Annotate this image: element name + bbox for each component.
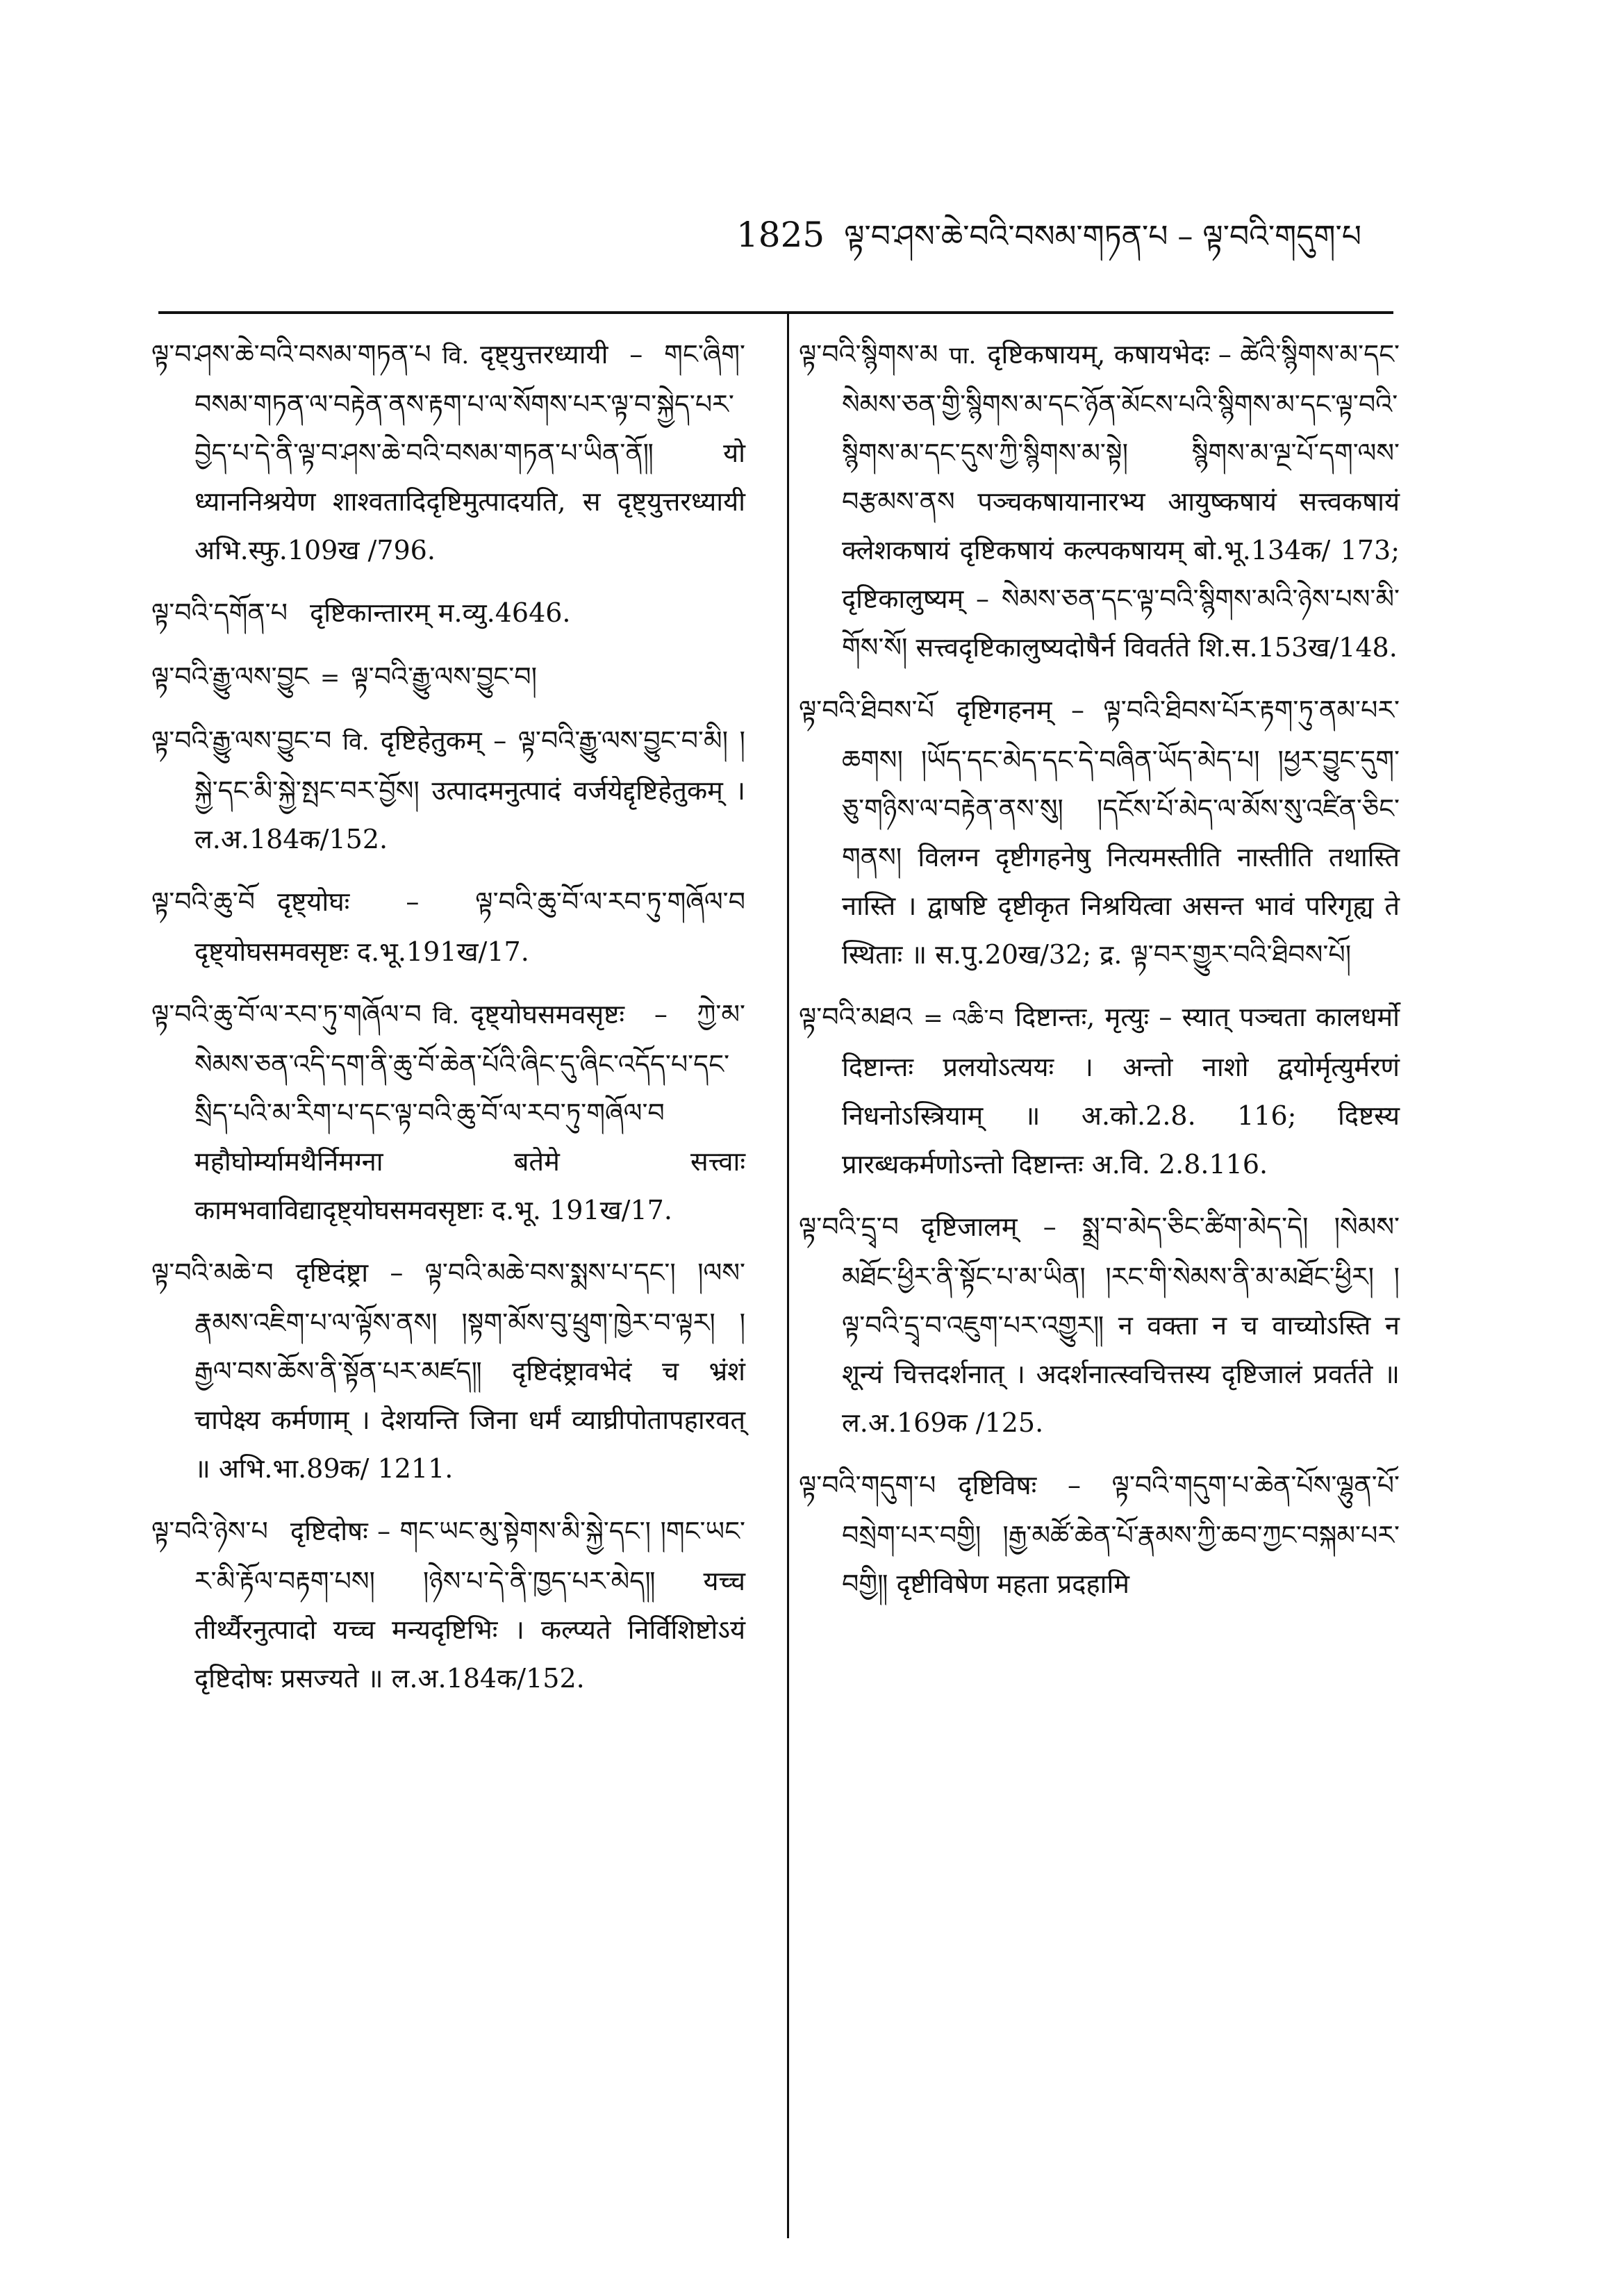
page-header [736, 207, 1431, 263]
entry-text: दृष्टिदोषः – གང་ཡང་མུ་སྟེགས་མི་སྐྱེ་དང་། །གང་ཡང་ར་མི་རྟོལ་བརྟག་པས། །ཉེས་པ་དེ་ནི་ཁྱད་པར་མེད༎ यच्च तीर्थ्यैरनुत्पादो यच्च मन्यदृष्टिभिः । कल्प्यते निर्विशिष्टोऽयं दृष्टिदोषः प्रसज्यते ॥ ल.अ.184क/152. [194, 1516, 745, 1694]
entry-text: दृष्टिजालम् – སྨྲ་བ་མེད་ཅིང་ཚིག་མེད་དེ། །སེམས་མཐོང་ཕྱིར་ནི་སྟོང་པ་མ་ཡིན། །རང་གི་སེམས་ནི་མ་མཐོང་ཕྱིར། །ལྟ་བའི་དྲྭ་བ་འཇུག་པར་འགྱུར༎ न वक्ता न च वाच्योऽस्ति न शून्यं चित्तदर्शनात् । अदर्शनात्स्वचित्तस्य दृष्टिजालं प्रवर्तते ॥ ल.अ.169क /125. [842, 1212, 1400, 1438]
left-column [151, 330, 745, 1717]
entry-text: दृष्टिहेतुकम् – ལྟ་བའི་རྒྱུ་ལས་བྱུང་བ་མི། །སྐྱེ་དང་མི་སྐྱེ་སྤང་བར་བྱོས། उत्पादमनुत्पादं वर्जयेद्दृष्टिहेतुकम् । ल.अ.184क/152. [194, 725, 745, 854]
entry-headword: ལྟ་བའི་མཐའ [799, 1002, 913, 1032]
entry-text: दृष्ट्योघः – ལྟ་བའི་ཆུ་བོ་ལ་རབ་ཏུ་གཞོལ་བ दृष्ट्योघसमवसृष्टः द.भू.191ख/17. [194, 886, 745, 967]
entry-headword: ལྟ་བའི་དགོན་པ [151, 597, 288, 628]
entry-text: दिष्टान्तः, मृत्युः – स्यात् पञ्चता कालधर्मो दिष्टान्तः प्रलयोऽत्ययः । अन्तो नाशो द्वयोर्मृत्युर्मरणं निधनोऽस्त्रियाम् ॥ अ.को.2.8. 116; दिष्टस्य प्रारब्धकर्मणोऽन्तो दिष्टान्तः अ.वि. 2.8.116. [842, 1002, 1400, 1180]
entry-headword: ལྟ་བའི་རྒྱུ་ལས་བྱུང་བ [151, 725, 332, 756]
entry-text: दृष्टिकान्तारम् म.व्यु.4646. [310, 597, 571, 628]
dictionary-entry [799, 993, 1400, 1189]
entry-grammar: = [320, 664, 340, 692]
entry-headword: ལྟ་བ་ཤས་ཆེ་བའི་བསམ་གཏན་པ [151, 339, 431, 370]
entry-text: दृष्ट्योघसमवसृष्टः – ཀྱེ་མ་སེམས་ཅན་འདི་དག་ནི་ཆུ་བོ་ཆེན་པོའི་ཞིང་དུ་ཞིང་འདོད་པ་དང་སྲིད་པའི་མ་རིག་པ་དང་ལྟ་བའི་ཆུ་བོ་ལ་རབ་ཏུ་གཞོལ་བ महौघोर्म्यामथैर्निमग्ना बतेमे सत्त्वाः कामभवाविद्यादृष्ट्योघसमवसृष्टाः द.भू. 191ख/17. [194, 999, 745, 1225]
entry-text: दृष्टिदंष्ट्रा – ལྟ་བའི་མཆེ་བས་སྨས་པ་དང་། །ལས་རྣམས་འཇིག་པ་ལ་ལྟོས་ནས། །སྟག་མོས་བུ་ཕྲུག་ཁྱེར་བ་ལྟར། །རྒྱལ་བས་ཆོས་ནི་སྟོན་པར་མཛད༎ दृष्टिदंष्ट्रावभेदं च भ्रंशं चापेक्ष्य कर्मणाम् । देशयन्ति जिना धर्मं व्याघ्रीपोतापहारवत् ॥ अभि.भा.89क/ 1211. [194, 1257, 745, 1484]
dictionary-entry [151, 1248, 745, 1493]
entry-grammar: वि. [342, 728, 370, 756]
dictionary-entry [799, 1202, 1400, 1447]
dictionary-entry [151, 716, 745, 863]
dictionary-entry [799, 330, 1400, 672]
dictionary-entry [151, 990, 745, 1234]
dictionary-entry [151, 330, 745, 574]
entry-text: दृष्ट्युत्तरध्यायी – གང་ཞིག་བསམ་གཏན་ལ་བརྟེན་ནས་རྟག་པ་ལ་སོགས་པར་ལྟ་བ་སྐྱེད་པར་བྱེད་པ་དེ་ནི་ལྟ་བ་ཤས་ཆེ་བའི་བསམ་གཏན་པ་ཡིན་ནོ༎ यो ध्याननिश्रयेण शाश्वतादिदृष्टिमुत्पादयति, स दृष्ट्युत्तरध्यायी अभि.स्फु.109ख /796. [194, 339, 745, 565]
dictionary-entry [151, 652, 745, 702]
entry-headword: ལྟ་བའི་གདུག་པ [799, 1470, 936, 1500]
header-rule [158, 311, 1393, 314]
entry-headword: ལྟ་བའི་སྙིགས་མ [799, 339, 938, 370]
entry-headword: ལྟ་བའི་ཆུ་བོ [151, 886, 255, 917]
dictionary-entry [151, 588, 745, 638]
dictionary-entry [151, 877, 745, 976]
entry-headword: ལྟ་བའི་མཆེ་བ [151, 1257, 274, 1288]
dictionary-entry [799, 1461, 1400, 1608]
entry-grammar: पा. [949, 342, 977, 370]
entry-grammar: वि. [442, 342, 470, 370]
right-column [799, 330, 1400, 1622]
entry-headword: ལྟ་བའི་ཐིབས་པོ [799, 695, 934, 725]
entry-grammar: वि. [432, 1002, 460, 1030]
entry-headword: ལྟ་བའི་དྲྭ་བ [799, 1212, 899, 1242]
entry-headword: ལྟ་བའི་ཆུ་བོ་ལ་རབ་ཏུ་གཞོལ་བ [151, 999, 422, 1030]
entry-headword: ལྟ་བའི་ཉེས་པ [151, 1516, 268, 1546]
page-number: 1825 [736, 215, 825, 255]
entry-text: दृष्टिविषः – ལྟ་བའི་གདུག་པ་ཆེན་པོས་ལྷུན་པོ་བསྲེག་པར་བགྱི། །རྒྱ་མཚོ་ཆེན་པོ་རྣམས་ཀྱི་ཆབ་ཀྱང་བསྐམ་པར་བགྱི༎ दृष्टीविषेण महता प्रदहामि [842, 1470, 1400, 1599]
dictionary-entry [799, 686, 1400, 979]
running-head: ལྟ་བ་ཤས་ཆེ་བའི་བསམ་གཏན་པ – ལྟ་བའི་གདུག་པ [844, 219, 1361, 254]
entry-text: दृष्टिगहनम् – ལྟ་བའི་ཐིབས་པོར་རྟག་ཏུ་ནམ་པར་ཆགས། །ཡོད་དང་མེད་དང་དེ་བཞིན་ཡོད་མེད་པ། །ཕྱར་བྱུང་དུག་ཅུ་གཉིས་ལ་བརྟེན་ནས་སུ། །དངོས་པོ་མེད་ལ་མོས་སུ་འཛིན་ཅིང་གནས། विलग्न दृष्टीगहनेषु नित्यमस्तीति नास्तीति तथास्ति नास्ति । द्वाषष्टि दृष्टीकृत निश्रयित्वा असन्त भावं परिगृह्य ते स्थिताः ॥ स.पु.20ख/32; द्र. ལྟ་བར་གྱུར་བའི་ཐིབས་པོ། [842, 695, 1400, 970]
dictionary-entry [151, 1507, 745, 1703]
column-divider [787, 314, 789, 2238]
entry-grammar: = འཆི་བ [923, 1004, 1004, 1032]
entry-text: ལྟ་བའི་རྒྱུ་ལས་བྱུང་བ། [351, 661, 538, 692]
entry-text: दृष्टिकषायम्, कषायभेदः – ཚེའི་སྙིགས་མ་དང་སེམས་ཅན་གྱི་སྙིགས་མ་དང་ཉོན་མོངས་པའི་སྙིགས་མ་དང་ལྟ་བའི་སྙིགས་མ་དང་དུས་ཀྱི་སྙིགས་མ་སྟེ། སྙིགས་མ་ལྔ་པོ་དག་ལས་བརྩམས་ནས पञ्चकषायानारभ्य आयुष्कषायं सत्त्वकषायं क्लेशकषायं दृष्टिकषायं कल्पकषायम् बो.भू.134क/ 173; दृष्टिकालुष्यम् – སེམས་ཅན་དང་ལྟ་བའི་སྙིགས་མའི་ཉེས་པས་མི་གོས་སོ། सत्त्वदृष्टिकालुष्यदोषैर्न विवर्तते शि.स.153ख/148. [842, 339, 1400, 663]
entry-headword: ལྟ་བའི་རྒྱུ་ལས་བྱུང [151, 661, 309, 692]
